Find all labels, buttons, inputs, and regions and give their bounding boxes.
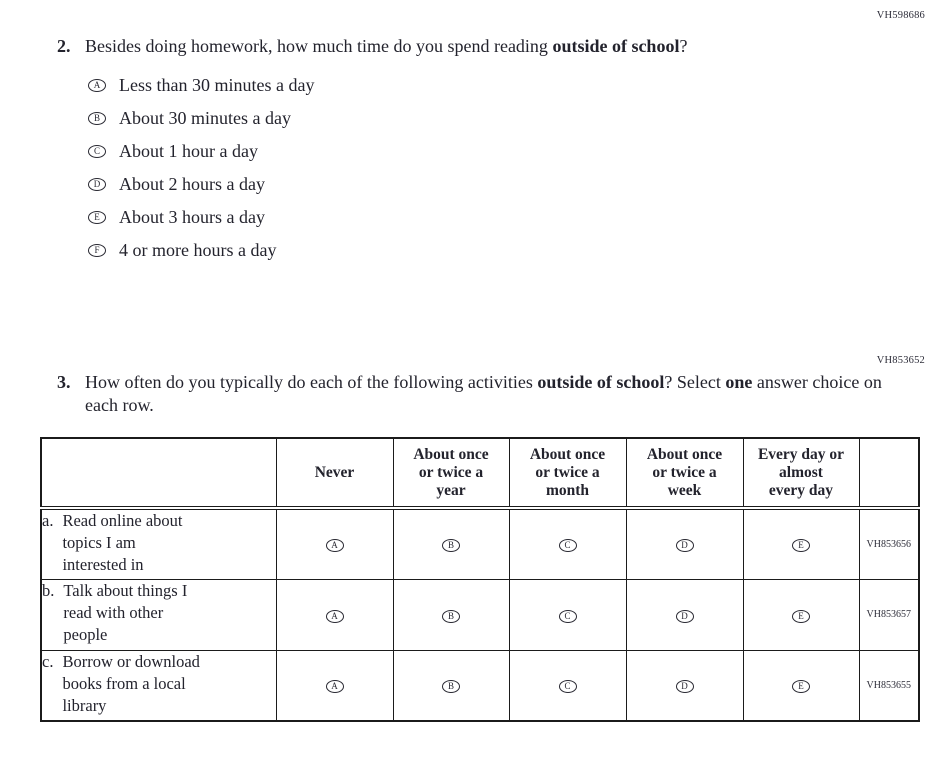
answer-bubble-b-year[interactable]: B	[442, 610, 460, 623]
option-row-a	[88, 74, 951, 96]
header-code-blank	[859, 438, 919, 508]
option-row-c	[88, 140, 951, 162]
column-header-every-day: Every day or almost every day	[743, 438, 859, 508]
option-bubble-a[interactable]: A	[88, 79, 106, 92]
question-3	[57, 371, 911, 417]
question-3-number: 3.	[57, 372, 71, 392]
option-label-e: About 3 hours a day	[119, 206, 265, 227]
row-b-item-code: VH853657	[859, 579, 919, 650]
option-row-f	[88, 239, 951, 261]
table-row-b	[41, 579, 919, 650]
header-blank	[41, 438, 276, 508]
option-label-d: About 2 hours a day	[119, 173, 265, 194]
option-bubble-f[interactable]: F	[88, 244, 106, 257]
question-3-item-code: VH853652	[876, 355, 925, 366]
answer-bubble-b-everyday[interactable]: E	[792, 610, 810, 623]
cell-c-year	[393, 650, 509, 721]
cell-b-year	[393, 579, 509, 650]
answer-bubble-b-month[interactable]: C	[559, 610, 577, 623]
option-row-e	[88, 206, 951, 228]
row-a-item-code: VH853656	[859, 508, 919, 579]
answer-bubble-a-month[interactable]: C	[559, 539, 577, 552]
answer-bubble-a-never[interactable]: A	[326, 539, 344, 552]
question-2-bold-phrase: outside of school	[552, 36, 680, 56]
option-label-a: Less than 30 minutes a day	[119, 74, 315, 95]
table-row-c	[41, 650, 919, 721]
cell-a-everyday	[743, 508, 859, 579]
option-bubble-c[interactable]: C	[88, 145, 106, 158]
option-label-c: About 1 hour a day	[119, 140, 258, 161]
answer-bubble-c-everyday[interactable]: E	[792, 680, 810, 693]
option-bubble-b[interactable]: B	[88, 112, 106, 125]
column-header-once-twice-month: About once or twice a month	[509, 438, 626, 508]
question-3-text: How often do you typically do each of the following activities outside of school? Select one answer choice on each row.	[85, 372, 882, 415]
cell-b-never	[276, 579, 393, 650]
option-row-d	[88, 173, 951, 195]
row-label-b: b. Talk about things I read with other people	[41, 579, 276, 650]
row-label-a: a. Read online about topics I am interested in	[41, 508, 276, 579]
answer-bubble-c-week[interactable]: D	[676, 680, 694, 693]
answer-bubble-a-year[interactable]: B	[442, 539, 460, 552]
cell-b-week	[626, 579, 743, 650]
question-2	[57, 35, 911, 58]
cell-c-never	[276, 650, 393, 721]
table-header-row	[41, 438, 919, 508]
answer-bubble-c-month[interactable]: C	[559, 680, 577, 693]
question-2-text: Besides doing homework, how much time do you spend reading outside of school?	[85, 36, 688, 56]
cell-c-everyday	[743, 650, 859, 721]
question-2-number: 2.	[57, 36, 71, 56]
cell-a-never	[276, 508, 393, 579]
cell-a-month	[509, 508, 626, 579]
question-2-item-code: VH598686	[876, 10, 925, 21]
cell-c-week	[626, 650, 743, 721]
question-2-options	[88, 74, 951, 261]
question-3-bold-one: one	[725, 372, 753, 392]
option-row-b	[88, 107, 951, 129]
cell-b-month	[509, 579, 626, 650]
frequency-table	[40, 437, 920, 722]
cell-a-year	[393, 508, 509, 579]
option-bubble-d[interactable]: D	[88, 178, 106, 191]
answer-bubble-b-week[interactable]: D	[676, 610, 694, 623]
option-label-b: About 30 minutes a day	[119, 107, 291, 128]
column-header-once-twice-week: About once or twice a week	[626, 438, 743, 508]
cell-b-everyday	[743, 579, 859, 650]
option-label-f: 4 or more hours a day	[119, 239, 277, 260]
option-bubble-e[interactable]: E	[88, 211, 106, 224]
cell-a-week	[626, 508, 743, 579]
answer-bubble-a-everyday[interactable]: E	[792, 539, 810, 552]
row-label-c: c. Borrow or download books from a local library	[41, 650, 276, 721]
table-row-a	[41, 508, 919, 579]
row-c-item-code: VH853655	[859, 650, 919, 721]
column-header-once-twice-year: About once or twice a year	[393, 438, 509, 508]
answer-bubble-b-never[interactable]: A	[326, 610, 344, 623]
answer-bubble-c-year[interactable]: B	[442, 680, 460, 693]
question-3-bold-phrase: outside of school	[537, 372, 665, 392]
answer-bubble-c-never[interactable]: A	[326, 680, 344, 693]
answer-bubble-a-week[interactable]: D	[676, 539, 694, 552]
column-header-never: Never	[276, 438, 393, 508]
cell-c-month	[509, 650, 626, 721]
